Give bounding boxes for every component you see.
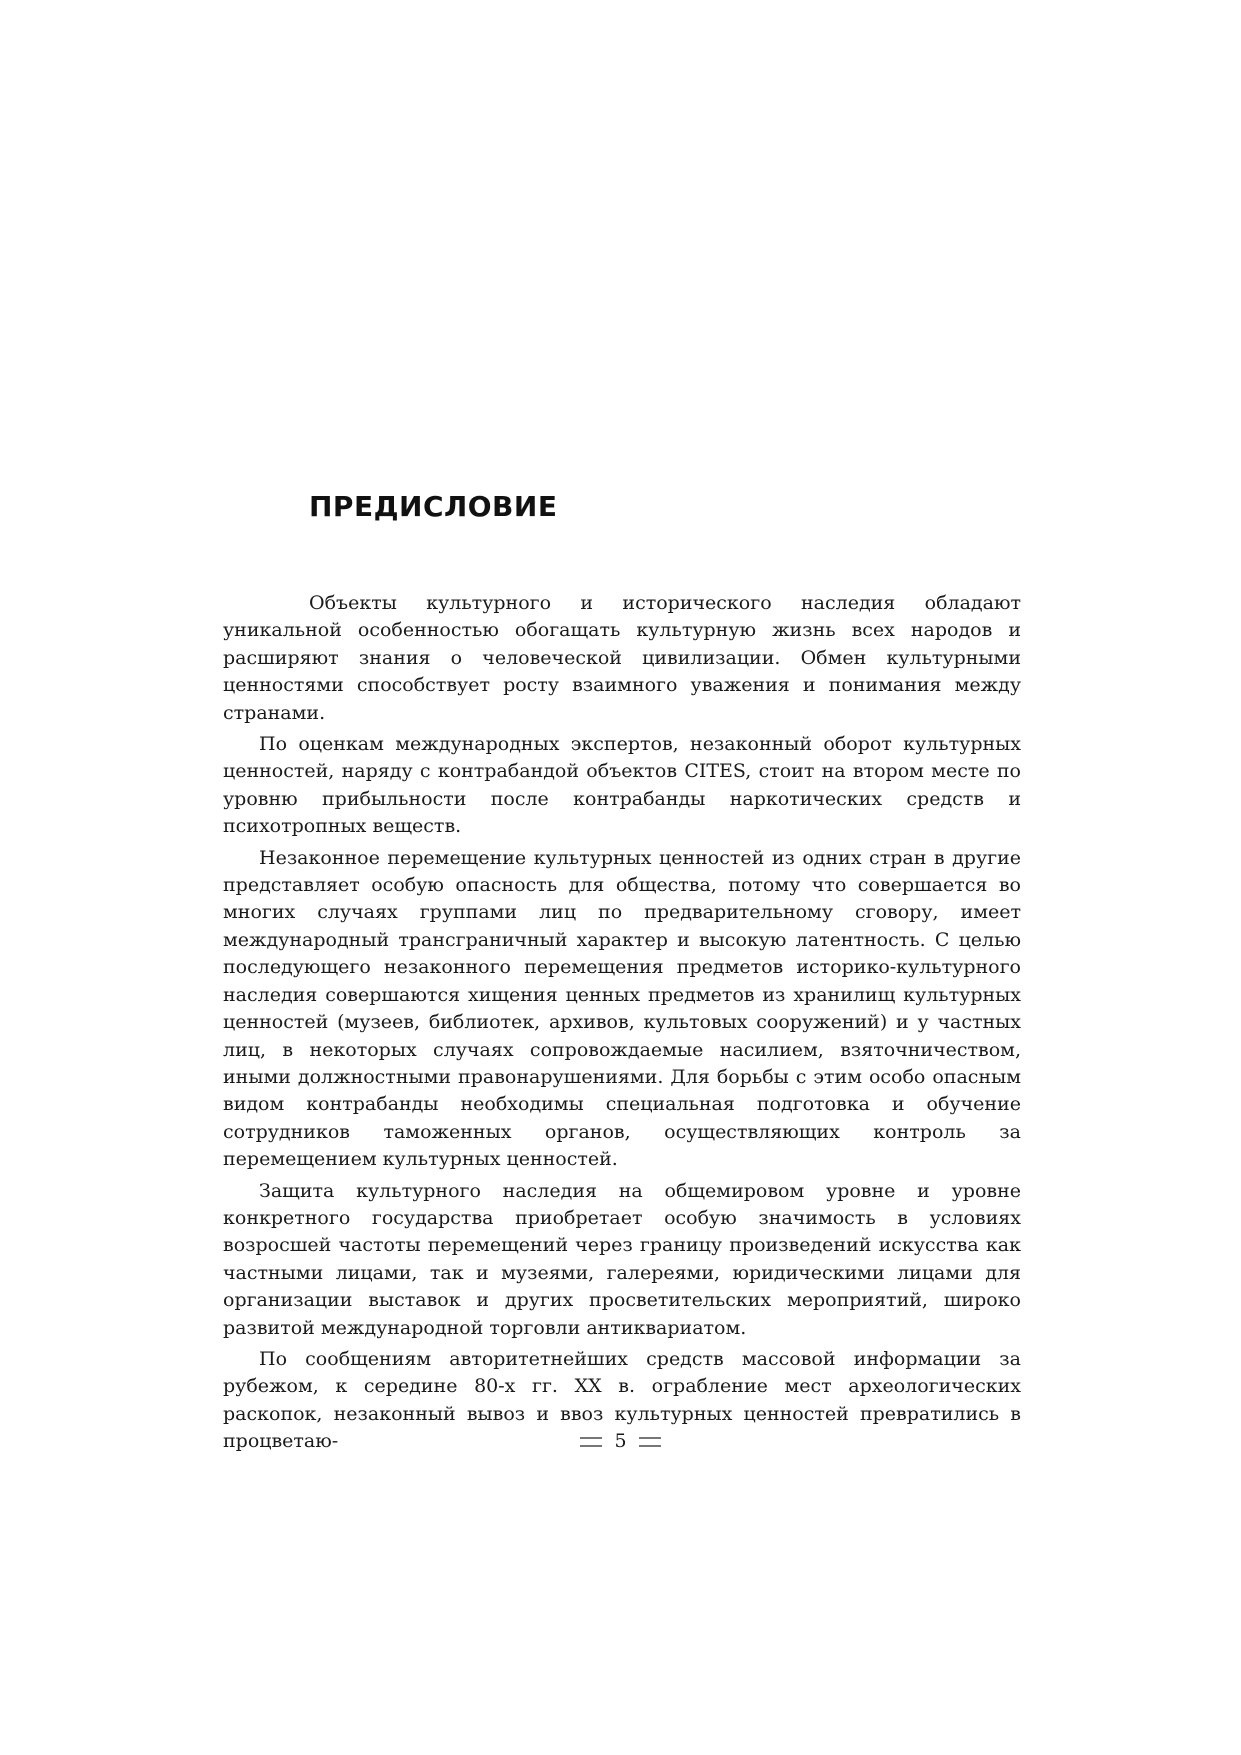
double-rule-left-icon bbox=[580, 1437, 602, 1447]
page-number: 5 bbox=[614, 1430, 627, 1452]
body-text bbox=[223, 590, 1021, 1460]
paragraph: Незаконное перемещение культурных ценностей из одних стран в другие представляет особую опасность для общества, потому что совершается во многих случаях группами лиц по предварительному сговору, имеет международный трансграничный характер и высокую латентность. С целью последующего незаконного перемещения предметов историко-культурного наследия совершаются хищения ценных предметов из хранилищ культурных ценностей (музеев, библиотек, архивов, культовых сооружений) и у частных лиц, в некоторых случаях сопровождаемые насилием, взяточничеством, иными должностными правонарушениями. Для борьбы с этим особо опасным видом контрабанды необходимы специальная подготовка и обучение сотрудников таможенных органов, осуществляющих контроль за перемещением культурных ценностей. bbox=[223, 846, 1021, 1171]
paragraph: По оценкам международных экспертов, незаконный оборот культурных ценностей, наряду с контрабандой объектов CITES, стоит на втором месте по уровню прибыльности после контрабанды наркотических средств и психотропных веществ. bbox=[223, 733, 1021, 838]
section-heading: ПРЕДИСЛОВИЕ bbox=[309, 490, 558, 523]
paragraph: По сообщениям авторитетнейших средств массовой информации за рубежом, к середине 80-х гг. XX в. ограбление мест археологических раскопок, незаконный вывоз и ввоз культурных ценностей превратились в процветаю- bbox=[223, 1347, 1021, 1453]
paragraph: Защита культурного наследия на общемировом уровне и уровне конкретного государства приобретает особую значимость в условиях возросшей частоты перемещений через границу произведений искусства как частными лицами, так и музеями, галереями, юридическими лицами для организации выставок и других просветительских мероприятий, широко развитой международной торговли антиквариатом. bbox=[223, 1179, 1021, 1339]
paragraph: Объекты культурного и исторического наследия обладают уникальной особенностью обогащать культурную жизнь всех народов и расширяют знания о человеческой цивилизации. Обмен культурными ценностями способствует росту взаимного уважения и понимания между странами. bbox=[223, 592, 1021, 724]
double-rule-right-icon bbox=[639, 1437, 661, 1447]
page-footer bbox=[0, 1430, 1241, 1452]
